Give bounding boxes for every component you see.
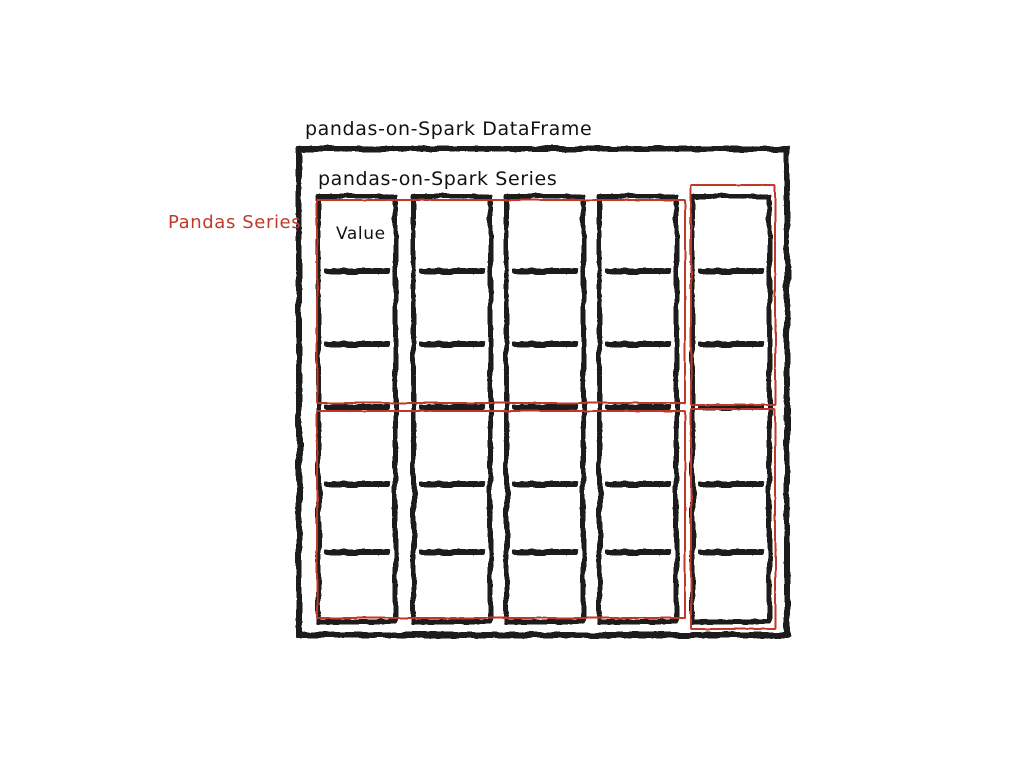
pandas-series-highlight-lower bbox=[316, 410, 686, 619]
spark-series-highlight-lower bbox=[690, 408, 776, 630]
value-label: Value bbox=[336, 224, 386, 244]
pandas-series-label: Pandas Series bbox=[168, 212, 302, 233]
spark-series-highlight bbox=[690, 184, 776, 406]
dataframe-title: pandas-on-Spark DataFrame bbox=[305, 118, 593, 140]
pandas-on-spark-series-title: pandas-on-Spark Series bbox=[318, 168, 558, 190]
pandas-series-highlight-upper bbox=[316, 199, 686, 404]
